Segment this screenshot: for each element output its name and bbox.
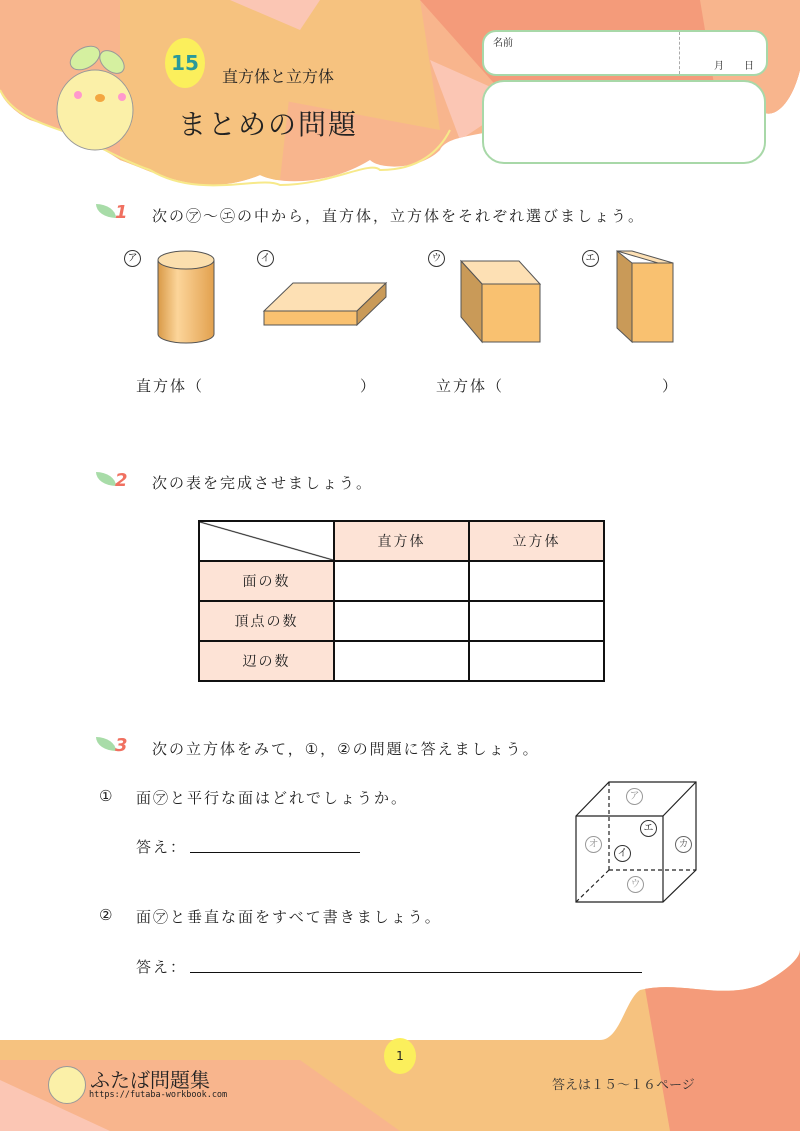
cube-answer-close: ） <box>662 377 680 395</box>
sub2-answer-label: 答え： <box>136 958 188 976</box>
table-cell[interactable] <box>469 641 604 681</box>
date-divider <box>679 32 680 74</box>
shape-flat-box <box>262 278 388 328</box>
q3-prompt: 次の立方体をみて，①，②の問題に答えましょう。 <box>152 740 540 758</box>
month-label: 月 <box>714 61 724 72</box>
footer-brand[interactable]: ふたば問題集 <box>90 1068 210 1092</box>
sub1-answer-label: 答え： <box>136 838 188 856</box>
cube-face-e: エ <box>640 820 657 837</box>
q2-number: 2 <box>115 470 128 491</box>
row-header-vertices: 頂点の数 <box>199 601 334 641</box>
count-table <box>198 520 605 682</box>
rect-answer-label: 直方体（ <box>136 377 205 395</box>
q3-number: 3 <box>115 735 128 756</box>
mascot-chick <box>50 40 150 160</box>
table-cell[interactable] <box>334 561 469 601</box>
sub1-answer-line[interactable] <box>190 832 360 853</box>
table-cell[interactable] <box>334 601 469 641</box>
rect-answer-field[interactable] <box>210 372 360 394</box>
table-cell[interactable] <box>334 641 469 681</box>
cube-answer-label: 立方体（ <box>436 377 505 395</box>
day-label: 日 <box>744 61 754 72</box>
shape-label-a: ア <box>124 250 141 267</box>
sub1-prompt: 面㋐と平行な面はどれでしょうか。 <box>136 789 409 807</box>
col-header-cube: 立方体 <box>469 521 604 561</box>
shape-cube <box>460 258 542 344</box>
col-header-rect: 直方体 <box>334 521 469 561</box>
cube-face-a: ア <box>626 788 643 805</box>
cube-answer-field[interactable] <box>512 372 662 394</box>
sub1-number: ① <box>99 787 115 805</box>
unit-title: 直方体と立方体 <box>222 67 335 86</box>
score-box[interactable] <box>482 80 766 164</box>
sub2-answer-line[interactable] <box>190 952 642 973</box>
sub2-prompt: 面㋐と垂直な面をすべて書きましょう。 <box>136 908 442 926</box>
q1-prompt: 次の㋐〜㋓の中から，直方体，立方体をそれぞれ選びましょう。 <box>152 207 646 225</box>
page-number: 1 <box>384 1038 416 1074</box>
footer-url[interactable]: https://futaba-workbook.com <box>89 1090 228 1100</box>
shape-label-u: ウ <box>428 250 445 267</box>
q1-number: 1 <box>115 202 128 223</box>
name-box[interactable] <box>482 30 768 76</box>
unit-number-badge: 15 <box>165 38 205 88</box>
shape-label-e: エ <box>582 250 599 267</box>
row-header-edges: 辺の数 <box>199 641 334 681</box>
table-cell[interactable] <box>469 601 604 641</box>
answer-page-ref: 答えは１５〜１６ページ <box>552 1078 695 1093</box>
shape-tall-box <box>616 250 676 344</box>
cube-face-o: オ <box>585 836 602 853</box>
page-title: まとめの問題 <box>178 108 359 141</box>
row-header-faces: 面の数 <box>199 561 334 601</box>
cube-face-u: ウ <box>627 876 644 893</box>
table-corner <box>199 521 334 561</box>
cube-face-i: イ <box>614 845 631 862</box>
footer-mascot <box>48 1066 86 1104</box>
table-cell[interactable] <box>469 561 604 601</box>
name-label: 名前 <box>493 38 513 49</box>
sub2-number: ② <box>99 906 115 924</box>
q2-prompt: 次の表を完成させましょう。 <box>152 474 374 492</box>
shape-label-i: イ <box>257 250 274 267</box>
rect-answer-close: ） <box>360 377 378 395</box>
shape-cylinder <box>155 250 217 346</box>
cube-face-ka: カ <box>675 836 692 853</box>
